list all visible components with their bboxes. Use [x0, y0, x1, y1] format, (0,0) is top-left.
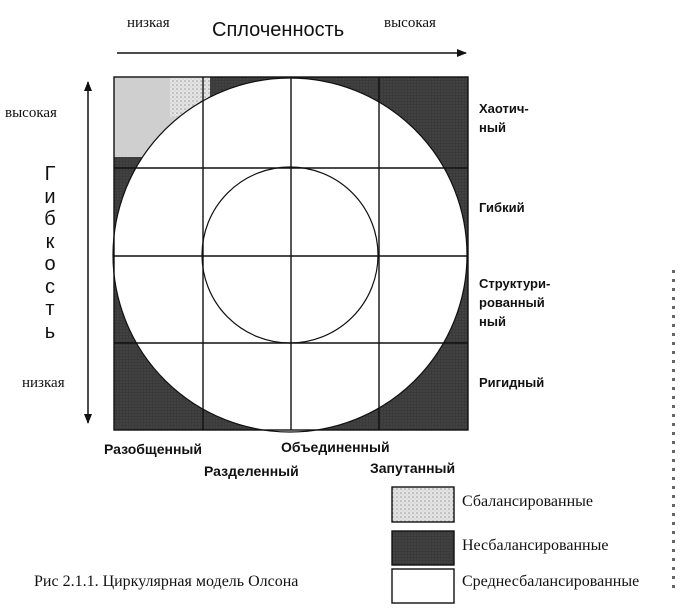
legend-swatch-unbalanced: [392, 531, 454, 565]
level-rigid: Ригидный: [479, 375, 545, 390]
scan-edge-mark: [672, 270, 675, 590]
level-enmeshed: Запутанный: [370, 460, 456, 476]
flexibility-title-letter: Г: [44, 163, 56, 185]
balanced-circle: [202, 167, 378, 343]
legend-balanced-label: Сбалансированные: [462, 493, 593, 510]
legend-swatch-balanced: [392, 487, 454, 522]
flexibility-axis-title: [38, 163, 62, 343]
level-connected: Объединенный: [281, 439, 390, 455]
figure-caption: Рис 2.1.1. Циркулярная модель Олсона: [34, 573, 299, 590]
flexibility-title-letter: с: [45, 275, 55, 298]
legend-swatch-mid-balanced: [392, 569, 454, 603]
cohesion-low-label: низкая: [127, 15, 170, 31]
flexibility-title-letter: и: [44, 185, 56, 208]
legend-mid-balanced-label: Среднесбалансированные: [462, 573, 640, 590]
flexibility-title-letter: о: [44, 253, 56, 275]
legend-unbalanced-label: Несбалансированные: [462, 537, 609, 554]
level-separated: Разделенный: [204, 463, 299, 479]
flexibility-title-letter: т: [45, 298, 55, 320]
flexibility-title-letter: ь: [44, 320, 56, 343]
flexibility-title-letter: б: [44, 208, 56, 230]
level-disengaged: Разобщенный: [104, 441, 202, 457]
level-flexible: Гибкий: [479, 200, 525, 215]
level-structured: Структури- рованный ный: [479, 276, 551, 329]
level-chaotic: Хаотич- ный: [479, 101, 529, 135]
flexibility-high-label: высокая: [5, 105, 57, 121]
cohesion-axis-title: Сплоченность: [212, 19, 345, 41]
flexibility-title-letter: к: [45, 230, 55, 253]
cohesion-high-label: высокая: [384, 15, 436, 31]
flexibility-low-label: низкая: [22, 375, 65, 391]
